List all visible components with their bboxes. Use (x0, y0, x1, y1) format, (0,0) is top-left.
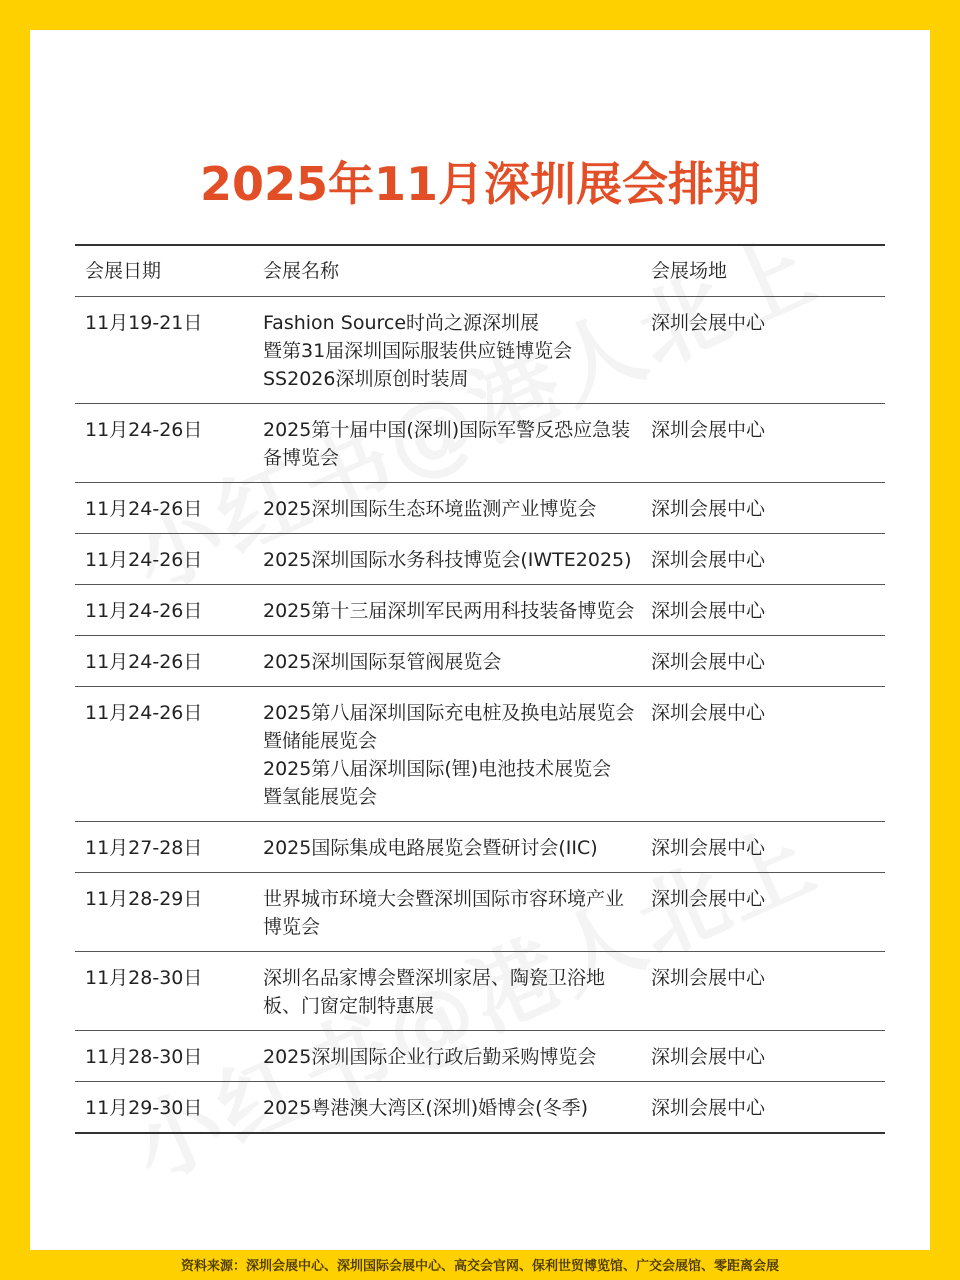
row-venue: 深圳会展中心 (651, 702, 766, 724)
row-name (263, 585, 651, 635)
table-row (75, 686, 885, 821)
row-name-line: 2025第十三届深圳军民两用科技装备博览会 (263, 600, 635, 622)
row-date: 11月27-28日 (85, 837, 203, 859)
row-name-line: 深圳名品家博会暨深圳家居、陶瓷卫浴地 (263, 967, 606, 989)
row-name (263, 687, 651, 821)
table-row (75, 1030, 885, 1081)
row-name-line: 2025第十届中国(深圳)国际军警反恐应急装 (263, 419, 631, 441)
table-row (75, 1081, 885, 1132)
row-date: 11月24-26日 (85, 419, 203, 441)
row-date: 11月29-30日 (85, 1097, 203, 1119)
row-name-line: Fashion Source时尚之源深圳展 (263, 312, 540, 334)
row-venue: 深圳会展中心 (651, 312, 766, 334)
row-date: 11月24-26日 (85, 702, 203, 724)
schedule-table (75, 244, 885, 1134)
content-card (30, 30, 930, 1250)
row-name (263, 404, 651, 482)
table-row (75, 482, 885, 533)
table-row (75, 533, 885, 584)
row-venue: 深圳会展中心 (651, 888, 766, 910)
row-name-line: 世界城市环境大会暨深圳国际市容环境产业 (263, 888, 625, 910)
row-venue: 深圳会展中心 (651, 967, 766, 989)
row-name-line: 暨第31届深圳国际服装供应链博览会 (263, 340, 573, 362)
row-venue: 深圳会展中心 (651, 549, 766, 571)
row-name (263, 483, 651, 533)
header-name: 会展名称 (263, 260, 340, 282)
page-title: 2025年11月深圳展会排期 (199, 157, 761, 211)
row-venue: 深圳会展中心 (651, 600, 766, 622)
row-date: 11月19-21日 (85, 312, 203, 334)
row-venue: 深圳会展中心 (651, 1046, 766, 1068)
header-venue: 会展场地 (651, 260, 728, 282)
table-row (75, 821, 885, 872)
row-name-line: 2025深圳国际水务科技博览会(IWTE2025) (263, 549, 632, 571)
row-name (263, 534, 651, 584)
row-venue: 深圳会展中心 (651, 1097, 766, 1119)
row-date: 11月24-26日 (85, 651, 203, 673)
table-header-row (75, 246, 885, 296)
row-name-line: 博览会 (263, 916, 321, 938)
table-body (75, 296, 885, 1132)
row-name-line: 板、门窗定制特惠展 (263, 995, 435, 1017)
row-name (263, 952, 651, 1030)
header-date: 会展日期 (85, 260, 162, 282)
row-name-line: SS2026深圳原创时装周 (263, 368, 469, 390)
row-name-line: 备博览会 (263, 447, 340, 469)
row-venue: 深圳会展中心 (651, 419, 766, 441)
row-name (263, 1031, 651, 1081)
row-date: 11月24-26日 (85, 600, 203, 622)
row-name-line: 2025粤港澳大湾区(深圳)婚博会(冬季) (263, 1097, 589, 1119)
row-name-line: 2025第八届深圳国际充电桩及换电站展览会 (263, 702, 635, 724)
table-row (75, 403, 885, 482)
row-name (263, 822, 651, 872)
row-name (263, 1082, 651, 1132)
table-row (75, 635, 885, 686)
row-date: 11月24-26日 (85, 498, 203, 520)
row-venue: 深圳会展中心 (651, 837, 766, 859)
row-name-line: 2025深圳国际泵管阀展览会 (263, 651, 502, 673)
row-name-line: 2025深圳国际生态环境监测产业博览会 (263, 498, 597, 520)
row-name-line: 2025国际集成电路展览会暨研讨会(IIC) (263, 837, 598, 859)
table-row (75, 584, 885, 635)
source-footer: 资料来源：深圳会展中心、深圳国际会展中心、高交会官网、保利世贸博览馆、广交会展馆、零距离会展 (180, 1259, 779, 1274)
row-name (263, 636, 651, 686)
row-date: 11月24-26日 (85, 549, 203, 571)
row-name (263, 297, 651, 403)
row-date: 11月28-29日 (85, 888, 203, 910)
row-venue: 深圳会展中心 (651, 651, 766, 673)
row-name-line: 2025第八届深圳国际(锂)电池技术展览会 (263, 758, 612, 780)
row-venue: 深圳会展中心 (651, 498, 766, 520)
row-name-line: 暨储能展览会 (263, 730, 378, 752)
table-row (75, 951, 885, 1030)
row-name-line: 2025深圳国际企业行政后勤采购博览会 (263, 1046, 597, 1068)
table-row (75, 296, 885, 403)
row-date: 11月28-30日 (85, 1046, 203, 1068)
row-name-line: 暨氢能展览会 (263, 786, 378, 808)
row-name (263, 873, 651, 951)
table-row (75, 872, 885, 951)
row-date: 11月28-30日 (85, 967, 203, 989)
